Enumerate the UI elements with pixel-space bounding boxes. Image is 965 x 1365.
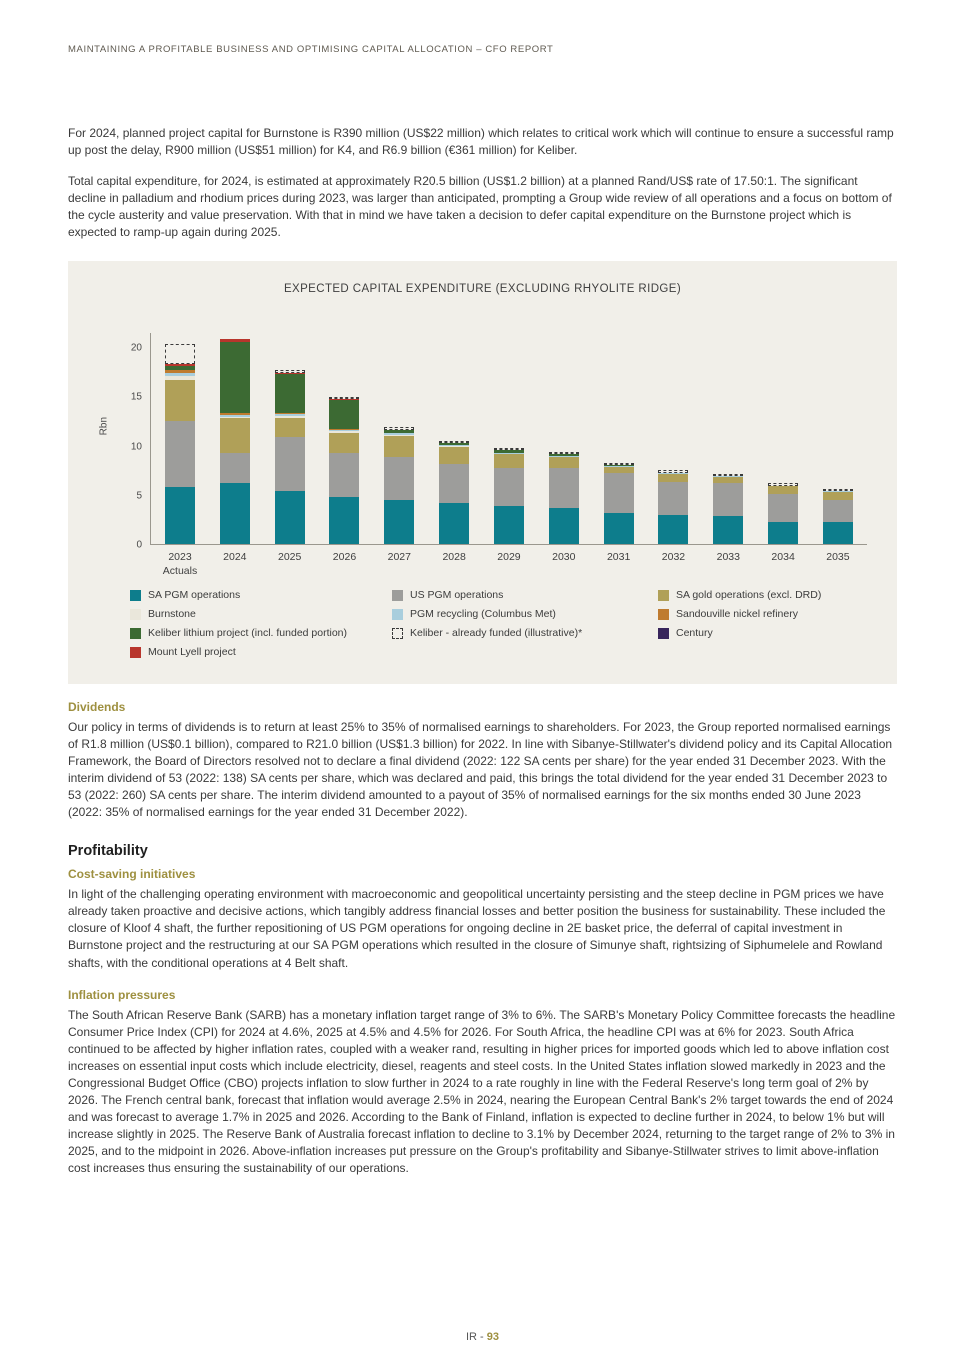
stacked-bar <box>823 489 853 545</box>
legend-label: US PGM operations <box>410 589 504 602</box>
bar-group-2027 <box>384 333 414 564</box>
legend-swatch <box>392 609 403 620</box>
y-axis-label: Rbn <box>98 417 110 436</box>
chart-legend <box>130 589 873 658</box>
bar-segment-sa_pgm <box>165 487 195 544</box>
stacked-bar <box>275 370 305 544</box>
bar-segment-sa_pgm <box>275 491 305 544</box>
x-tick-label: 2027 <box>387 551 411 564</box>
x-tick-sublabel: Actuals <box>162 565 198 578</box>
dividends-heading: Dividends <box>68 700 126 715</box>
stacked-bar <box>494 448 524 545</box>
x-tick-label: 2035 <box>826 551 850 564</box>
y-tick-label: 15 <box>130 391 142 403</box>
legend-swatch <box>658 590 669 601</box>
x-tick-label: 2030 <box>552 551 576 564</box>
bar-group-2031 <box>604 333 634 564</box>
cost-saving-section <box>68 867 897 971</box>
chart-title: EXPECTED CAPITAL EXPENDITURE (EXCLUDING RHYOLITE RIDGE) <box>283 283 682 296</box>
bar-segment-us_pgm <box>275 437 305 491</box>
bar-segment-sa_gold <box>658 474 688 482</box>
inflation-heading: Inflation pressures <box>68 987 176 1002</box>
stacked-bar <box>549 452 579 545</box>
bar-segment-us_pgm <box>384 457 414 499</box>
cost-saving-heading: Cost-saving initiatives <box>68 867 196 882</box>
stacked-bar <box>329 397 359 544</box>
chart-area <box>92 333 873 578</box>
bar-segment-sa_pgm <box>329 497 359 544</box>
x-tick-label: 2024 <box>223 551 247 564</box>
y-tick-label: 10 <box>130 441 142 453</box>
bar-segment-sa_pgm <box>768 522 798 545</box>
bar-segment-us_pgm <box>823 500 853 522</box>
stacked-bar <box>439 441 469 544</box>
legend-item <box>392 608 658 620</box>
bar-segment-sa_pgm <box>604 513 634 545</box>
bar-segment-us_pgm <box>220 453 250 484</box>
bar-segment-sa_gold <box>494 454 524 468</box>
bar-group-2029 <box>494 333 524 564</box>
bar-segment-sa_pgm <box>658 515 688 545</box>
bar-segment-sa_gold <box>275 418 305 437</box>
bar-group-2024 <box>220 333 250 564</box>
bar-segment-sa_pgm <box>384 500 414 544</box>
x-tick-label: 2029 <box>497 551 521 564</box>
bar-group-2034 <box>768 333 798 564</box>
bar-group-2026 <box>329 333 359 564</box>
legend-swatch <box>130 609 141 620</box>
chart-plot <box>150 333 867 578</box>
bar-group-2030 <box>549 333 579 564</box>
footer-prefix: IR - <box>465 1331 487 1343</box>
bar-segment-sa_pgm <box>439 503 469 544</box>
legend-swatch <box>130 590 141 601</box>
stacked-bar <box>768 483 798 545</box>
x-tick-label: 2026 <box>332 551 357 564</box>
bar-segment-us_pgm <box>494 468 524 505</box>
capex-chart <box>68 261 897 684</box>
stacked-bar <box>658 470 688 544</box>
legend-item <box>658 589 873 601</box>
intro-section <box>68 125 897 241</box>
legend-label: Keliber lithium project (incl. funded portion) <box>148 627 348 640</box>
page-header: MAINTAINING A PROFITABLE BUSINESS AND OPTIMISING CAPITAL ALLOCATION – CFO REPORT <box>68 44 554 55</box>
bar-segment-sa_gold <box>165 380 195 421</box>
bar-segment-sa_gold <box>384 436 414 458</box>
bar-segment-us_pgm <box>768 494 798 522</box>
bar-segment-sa_pgm <box>494 506 524 544</box>
legend-label: Keliber - already funded (illustrative)* <box>410 627 583 640</box>
legend-label: Sandouville nickel refinery <box>676 608 798 621</box>
bar-group-2023 <box>162 333 198 578</box>
y-tick-label: 20 <box>130 342 142 354</box>
bar-segment-us_pgm <box>658 482 688 515</box>
page-footer <box>0 1331 965 1343</box>
dividends-body: Our policy in terms of dividends is to return at least 25% to 35% of normalised earnings to shareholders. For 2023, the Group reported normalised earnings of R1.8 million (US$0.1 billion), compared to R21.0 billion (US$1.3 billion) for 2022. In line with Sibanye-Stillwater's dividend policy and its Capital Allocation Framework, the Board of Directors resolved not to declare a final dividend (2022: 122 SA cents per share) for the year ended 31 December 2023. With the interim dividend of 53 (2022: 138) SA cents per share, which was declared and paid, this brings the total dividend for the year ended 31 December 2023 to 53 (2022: 260) SA cents per share. The interim dividend amounted to a payout of 35% of normalised earnings for the six months ended 30 June 2023 (2022: 35% of normalised earnings for the year ended 31 December 2022). <box>68 720 893 820</box>
bar-segment-us_pgm <box>329 453 359 496</box>
x-tick-label: 2033 <box>716 551 740 564</box>
stacked-bar <box>384 427 414 544</box>
bar-segment-sa_pgm <box>220 483 250 544</box>
legend-swatch <box>130 628 141 639</box>
bar-segment-us_pgm <box>604 473 634 512</box>
legend-label: Mount Lyell project <box>148 646 236 659</box>
bar-segment-sa_gold <box>823 492 853 500</box>
legend-item <box>392 589 658 601</box>
bar-segment-keliber <box>220 342 250 413</box>
bar-group-2035 <box>823 333 853 564</box>
bar-segment-sa_pgm <box>549 508 579 544</box>
bar-segment-sa_gold <box>439 447 469 465</box>
legend-swatch <box>658 628 669 639</box>
legend-swatch <box>392 628 403 639</box>
legend-label: PGM recycling (Columbus Met) <box>410 608 556 621</box>
bar-segment-sa_gold <box>768 486 798 494</box>
legend-item <box>658 627 873 639</box>
bar-segment-sa_gold <box>220 418 250 453</box>
intro-paragraph-1: For 2024, planned project capital for Burnstone is R390 million (US$22 million) which relates to critical work which will continue to ensure a successful ramp up post the delay, R900 million (US$51 million) for K4, and R6.9 billion (€361 million) for Keliber. <box>68 126 894 158</box>
x-tick-label: 2025 <box>277 551 302 564</box>
x-tick-label: 2034 <box>771 551 795 564</box>
stacked-bar <box>604 463 634 544</box>
inflation-body: The South African Reserve Bank (SARB) has a monetary inflation target range of 3% to 6%. The SARB's Monetary Policy Committee forecasts the headline Consumer Price Index (CPI) for 2024 at 4.6%, 2025 at 4.5% and 4.5% for 2026. For South Africa, the headline CPI was at 6% for 2023. South Africa continued to be affected by higher inflation rates, coupled with a weaker rand, resulting in higher prices for imported goods which led to above inflation cost increases on essential input costs which include electricity, diesel, reagents and steel costs. In the United States inflation slowed markedly in 2023 and the Congressional Budget Office (CBO) projects inflation to slow further in 2024 to a rate roughly in line with the Federal Reserve's long term goal of 2% by 2026. The French central bank, forecast that inflation would average 2.5% in 2024, nearing the European Central Bank's 2% target towards the end of 2024 and was forecast to average 1.7% in 2025 and 2026. According to the Bank of Finland, inflation is expected to decline further in 2024, to below 1% but will increase slightly in 2025. The Reserve Bank of Australia forecast inflation to decline to 3.1% by December 2024, returning to the target range of 2% to 3% in 2025, and to the midpoint in 2026. Above-inflation increases put pressure on the Group's profitability and Sibanye-Stillwater strives to limit above-inflation cost increases thus ensuring the sustainability of our operations. <box>68 1007 896 1175</box>
legend-swatch <box>130 647 141 658</box>
bar-group-2028 <box>439 333 469 564</box>
legend-label: Century <box>676 627 713 640</box>
bar-segment-us_pgm <box>165 421 195 487</box>
bar-group-2025 <box>275 333 305 564</box>
bar-segment-sa_gold <box>329 433 359 454</box>
y-tick-label: 0 <box>136 539 142 551</box>
legend-swatch <box>392 590 403 601</box>
stacked-bar <box>713 474 743 544</box>
page-number: 93 <box>486 1331 500 1343</box>
x-tick-label: 2032 <box>661 551 686 564</box>
legend-item <box>130 608 392 620</box>
stacked-bar <box>220 339 250 544</box>
profitability-heading: Profitability <box>68 843 148 860</box>
legend-item <box>658 608 873 620</box>
legend-swatch <box>658 609 669 620</box>
legend-item <box>130 589 392 601</box>
dividends-section <box>68 700 897 821</box>
x-tick-label: 2028 <box>442 551 466 564</box>
cost-saving-body: In light of the challenging operating environment with macroeconomic and geopolitical uncertainty persisting and the steep decline in PGM prices we have already taken proactive and decisive actions, which tangibly address financial losses and better position the business for sustainability. These included the closure of Kloof 4 shaft, the further repositioning of US PGM operations for ongoing decline in 2E basket price, the deferral of capital investment in Burnstone project and the restructuring at our SA PGM operations which resulted in the closure of Simunye shaft, rightsizing of Siphumelele and Rowland shafts, with the conditional operations at 4 Belt shaft. <box>68 887 886 970</box>
stacked-bar <box>165 344 195 545</box>
bar-segment-us_pgm <box>713 483 743 516</box>
legend-label: Burnstone <box>148 608 196 621</box>
bar-group-2032 <box>658 333 688 564</box>
chart-plot-wrap <box>98 333 867 578</box>
bar-segment-keliber_funded <box>165 344 195 365</box>
bar-segment-keliber <box>275 374 305 413</box>
legend-label: SA PGM operations <box>148 589 241 602</box>
bar-segment-us_pgm <box>549 468 579 507</box>
intro-paragraph-2: Total capital expenditure, for 2024, is estimated at approximately R20.5 billion (US$1.2 billion) at a planned Rand/US$ rate of 17.50:1. The significant decline in palladium and rhodium prices during 2023, was larger than anticipated, prompting a Group wide review of all operations and a focus on bottom of the cycle austerity and value preservation. With that in mind we have taken a decision to defer capital expenditure on the Burnstone project which is expected to ramp-up again during 2025. <box>68 174 892 240</box>
bar-segment-sa_pgm <box>823 522 853 545</box>
legend-item <box>392 627 658 639</box>
legend-item <box>130 646 392 658</box>
inflation-section <box>68 988 897 1177</box>
legend-label: SA gold operations (excl. DRD) <box>676 589 822 602</box>
bar-segment-keliber <box>329 400 359 430</box>
bar-segment-sa_pgm <box>713 516 743 545</box>
bar-segment-sa_gold <box>549 457 579 468</box>
legend-item <box>130 627 392 639</box>
bar-group-2033 <box>713 333 743 564</box>
x-tick-label: 2031 <box>606 551 631 564</box>
x-tick-label: 2023 Actuals <box>162 551 198 578</box>
bar-segment-us_pgm <box>439 464 469 502</box>
y-tick-label: 5 <box>136 490 142 502</box>
